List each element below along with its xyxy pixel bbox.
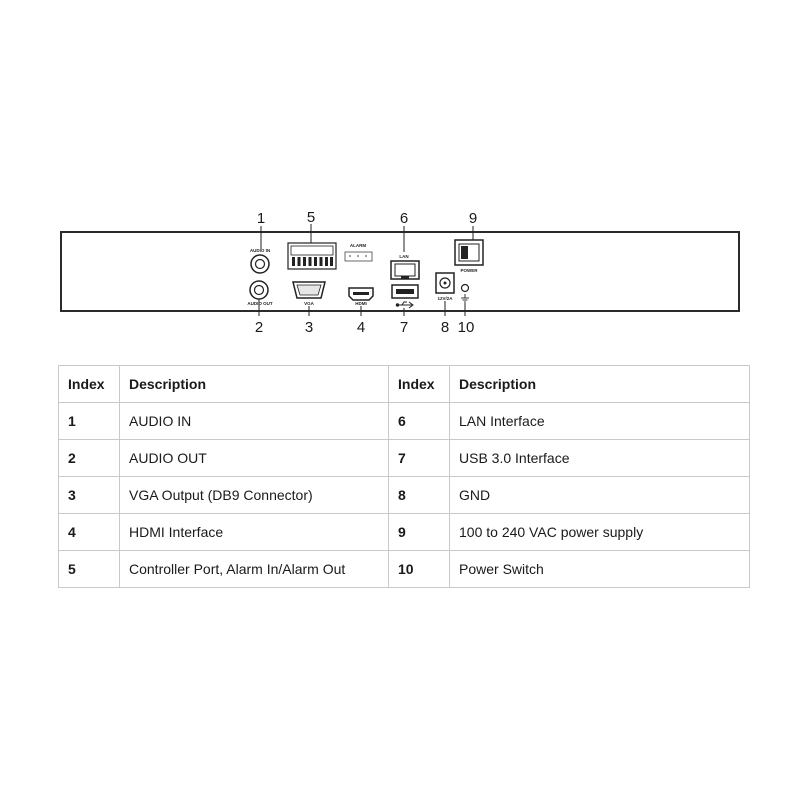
index-cell: 7 — [389, 440, 450, 477]
description-cell: 100 to 240 VAC power supply — [450, 514, 750, 551]
index-cell: 1 — [59, 403, 120, 440]
description-cell: HDMI Interface — [120, 514, 389, 551]
table-row — [59, 440, 750, 477]
table-row — [59, 551, 750, 588]
header-description: Description — [120, 366, 389, 403]
power-label: POWER — [460, 268, 478, 273]
hdmi-label: HDMI — [355, 301, 367, 306]
index-cell: 9 — [389, 514, 450, 551]
lan-label: LAN — [399, 254, 409, 259]
callout-5: 5 — [306, 209, 316, 226]
index-cell: 5 — [59, 551, 120, 588]
table-row — [59, 477, 750, 514]
description-cell: AUDIO IN — [120, 403, 389, 440]
callout-4: 4 — [356, 319, 366, 336]
index-cell: 2 — [59, 440, 120, 477]
header-index: Index — [59, 366, 120, 403]
table-row — [59, 403, 750, 440]
callout-1: 1 — [256, 210, 266, 227]
interface-table — [58, 365, 750, 588]
header-description: Description — [450, 366, 750, 403]
description-cell: AUDIO OUT — [120, 440, 389, 477]
description-cell: Controller Port, Alarm In/Alarm Out — [120, 551, 389, 588]
description-cell: USB 3.0 Interface — [450, 440, 750, 477]
header-index: Index — [389, 366, 450, 403]
dc-power-jack — [436, 273, 454, 301]
controller-port — [288, 243, 336, 269]
index-cell: 3 — [59, 477, 120, 514]
audio-in-label: AUDIO IN — [249, 248, 271, 253]
callout-8: 8 — [440, 319, 450, 336]
table-row — [59, 514, 750, 551]
description-cell: Power Switch — [450, 551, 750, 588]
index-cell: 4 — [59, 514, 120, 551]
vga-label: VGA — [304, 301, 314, 306]
description-cell: LAN Interface — [450, 403, 750, 440]
alarm-label: ALARM — [349, 243, 367, 248]
index-cell: 10 — [389, 551, 450, 588]
callout-3: 3 — [304, 319, 314, 336]
audio-out-label: AUDIO OUT — [247, 301, 273, 306]
audio-in-jack — [250, 248, 270, 273]
description-cell: GND — [450, 477, 750, 514]
power-rating-label: 12V/2A — [437, 296, 453, 301]
callout-10: 10 — [457, 319, 475, 336]
index-cell: 8 — [389, 477, 450, 514]
description-cell: VGA Output (DB9 Connector) — [120, 477, 389, 514]
callout-9: 9 — [468, 210, 478, 227]
callout-2: 2 — [254, 319, 264, 336]
callout-7: 7 — [399, 319, 409, 336]
table-header-row — [59, 366, 750, 403]
index-cell: 6 — [389, 403, 450, 440]
rear-panel-diagram — [0, 0, 800, 360]
callout-6: 6 — [399, 210, 409, 227]
